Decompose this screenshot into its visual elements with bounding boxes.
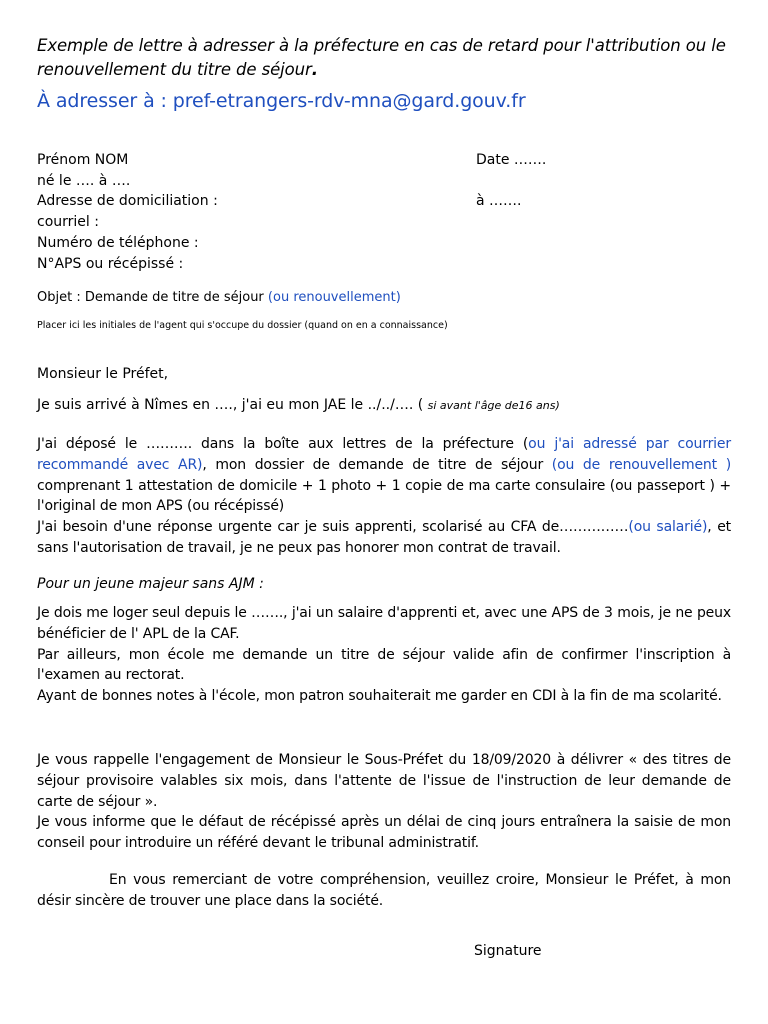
arrival-line	[37, 397, 560, 413]
intro-text	[37, 34, 737, 82]
sender-address: Adresse de domiciliation :	[37, 193, 218, 210]
sender-phone: Numéro de téléphone :	[37, 234, 199, 251]
p1-s2: ou j'ai adressé par courrier recommandé avec AR)	[37, 436, 731, 473]
paragraph-deposit	[37, 434, 731, 559]
p1-s3: , mon dossier de demande de titre de séjour	[202, 456, 552, 473]
p2-line3: Ayant de bonnes notes à l'école, mon patron souhaiterait me garder en CDI à la fin de ma scolarité.	[37, 688, 722, 705]
arrival-text: Je suis arrivé à Nîmes en …., j'ai eu mon JAE le ../../…. (	[37, 397, 424, 413]
paragraph-reminder	[37, 750, 731, 854]
subject-alt: (ou renouvellement)	[267, 290, 401, 305]
signature-label: Signature	[474, 943, 542, 959]
sender-aps-number: N°APS ou récépissé :	[37, 255, 184, 272]
p1-s8: , et sans l'autorisation de travail, je ne peux pas honorer mon contrat de travail.	[37, 519, 731, 556]
young-adult-label: Pour un jeune majeur sans AJM :	[37, 576, 264, 592]
p1-s4: (ou de renouvellement )	[551, 456, 732, 473]
place-field: à …….	[476, 193, 522, 210]
p1-s5: comprenant 1 attestation de domicile + 1 photo + 1 copie de ma carte consulaire (ou passeport ) + l'original de mon APS (ou récépissé)	[37, 477, 731, 515]
sender-birth: né le …. à ….	[37, 172, 131, 189]
subject-line	[37, 290, 401, 305]
intro-period: .	[311, 60, 318, 79]
p2-line1: Je dois me loger seul depuis le ……., j'ai un salaire d'apprenti et, avec une APS de 3 mois, je ne peux bénéficier de l' APL de la CAF.	[37, 605, 731, 642]
initials-note: Placer ici les initiales de l'agent qui s'occupe du dossier (quand on en a connaissance)	[37, 320, 448, 331]
recipient-address[interactable]: À adresser à : pref-etrangers-rdv-mna@gard.gouv.fr	[37, 90, 526, 112]
sender-name: Prénom NOM	[37, 152, 129, 168]
date-field: Date …….	[476, 152, 547, 168]
sender-email: courriel :	[37, 214, 99, 231]
arrival-note: si avant l'âge de16 ans)	[427, 399, 560, 412]
salutation: Monsieur le Préfet,	[37, 366, 169, 382]
paragraph-housing	[37, 603, 731, 707]
p1-s6: J'ai besoin d'une réponse urgente car je suis apprenti, scolarisé au CFA de……………	[37, 519, 629, 536]
date-block	[476, 150, 546, 212]
sender-block	[37, 150, 218, 274]
p3-line2: Je vous informe que le défaut de récépissé après un délai de cinq jours entraînera la saisie de mon conseil pour introduire un référé devant le tribunal administratif.	[37, 814, 731, 852]
intro-sentence: Exemple de lettre à adresser à la préfecture en cas de retard pour l'attribution ou le renouvellement du titre de séjour	[37, 36, 726, 79]
subject-text: Objet : Demande de titre de séjour	[37, 290, 264, 305]
p1-s1: J'ai déposé le ………. dans la boîte aux lettres de la préfecture (	[37, 436, 529, 452]
closing-paragraph: En vous remerciant de votre compréhension, veuillez croire, Monsieur le Préfet, à mon désir sincère de trouver une place dans la société.	[37, 872, 731, 909]
p3-line1: Je vous rappelle l'engagement de Monsieur le Sous-Préfet du 18/09/2020 à délivrer « des titres de séjour provisoire valables six mois, dans l'attente de l'issue de l'instruction de leur demande de carte de séjour ».	[37, 752, 731, 810]
p2-line2: Par ailleurs, mon école me demande un titre de séjour valide afin de confirmer l'inscription à l'examen au rectorat.	[37, 646, 731, 684]
p1-s7: (ou salarié)	[628, 519, 708, 536]
